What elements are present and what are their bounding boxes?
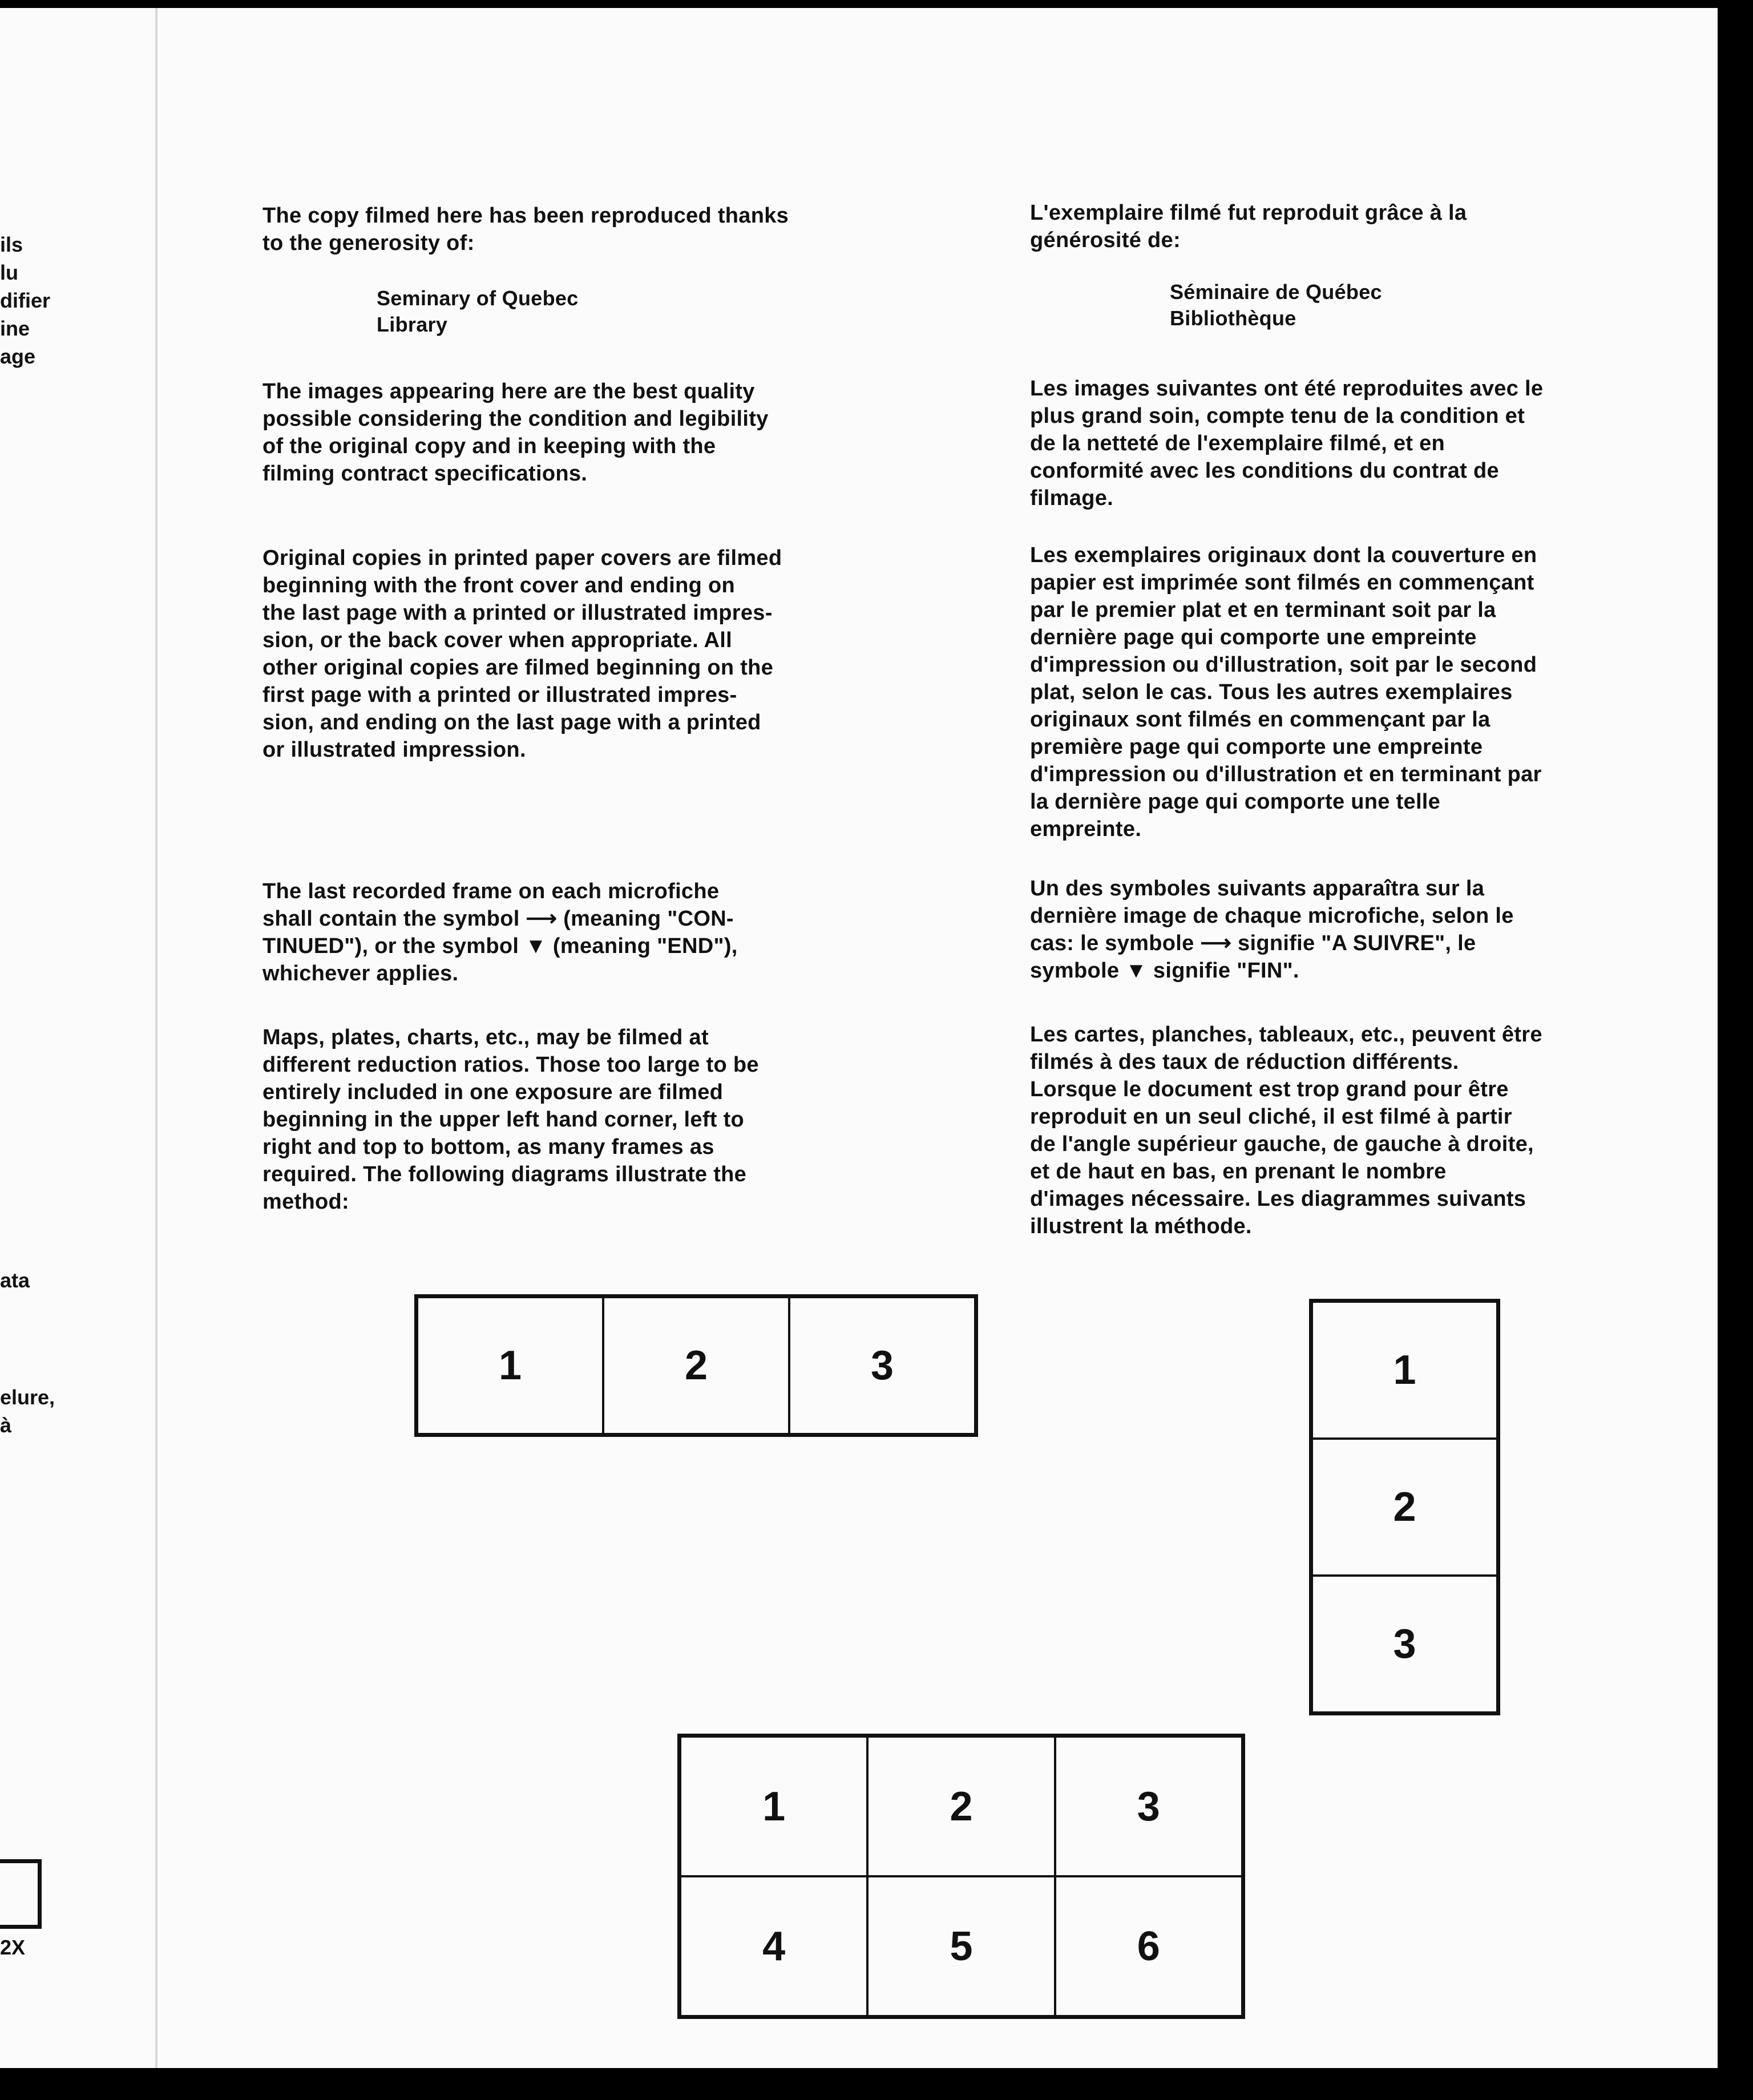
margin-line: elure, (0, 1386, 55, 1409)
english-maps: Maps, plates, charts, etc., may be filmed at different reduction ratios. Those too large to be entirely included in one exposure are filmed beginning in the upper left hand corner, left to right and top to bottom, as many frames as required. The following diagrams illustrate the method: (262, 1025, 759, 1214)
diagram-vertical (1309, 1299, 1500, 1715)
margin-line: lu (0, 261, 18, 284)
english-covers: Original copies in printed paper covers are filmed beginning with the front cover and ending on the last page with a printed or illustrated impres- sion, or the back cover when appropriate. All other original copies are filmed beginning on the first page with a printed or illustrated impres- sion, and ending on the last page with a printed or illustrated impression. (262, 546, 782, 762)
margin-line: difier (0, 289, 51, 312)
english-generosity: The copy filmed here has been reproduced thanks to the generosity of: (262, 204, 789, 255)
margin-label-2x: 2X (0, 1936, 26, 1959)
scan-border-right (1718, 0, 1753, 2100)
margin-line: age (0, 345, 36, 368)
margin-fragment-lure (0, 1383, 55, 1439)
margin-line: à (0, 1414, 12, 1437)
diagram-frame: 2 (1312, 1439, 1497, 1576)
diagram-frame: 2 (867, 1736, 1055, 1876)
french-covers: Les exemplaires originaux dont la couverture en papier est imprimée sont filmés en commençant par le premier plat et en terminant soit par la dernière page qui comporte une empreinte d'impression ou d'illustration, soit par le second plat, selon le cas. Tous les autres exemplaires originaux sont filmés en commençant par la première page qui comporte une empreinte d'impression ou d'illustration et en terminant par la dernière page qui comporte une telle empreinte. (1030, 543, 1542, 841)
diagram-frame: 4 (680, 1876, 867, 2016)
english-quality: The images appearing here are the best quality possible considering the condition and legibility of the original copy and in keeping with the filming contract specifications. (262, 379, 769, 486)
french-generosity: L'exemplaire filmé fut reproduit grâce à la générosité de: (1030, 201, 1467, 252)
diagram-frame: 2 (603, 1297, 789, 1434)
diagram-frame: 6 (1055, 1876, 1242, 2016)
margin-fragment-ata: ata (0, 1269, 30, 1292)
french-symbols: Un des symboles suivants apparaîtra sur la dernière image de chaque microfiche, selon le cas: le symbole ⟶ signifie "A SUIVRE", le symbole ▼ signifie "FIN". (1030, 877, 1514, 983)
french-maps: Les cartes, planches, tableaux, etc., peuvent être filmés à des taux de réduction différents. Lorsque le document est trop grand pour être reproduit en un seul cliché, il est filmé à partir de l'angle supérieur gauche, de gauche à droite, et de haut en bas, en prenant le nombre d'images nécessaire. Les diagrammes suivants illustrent la méthode. (1030, 1023, 1542, 1238)
page-gutter (155, 8, 157, 2068)
document-page (0, 8, 1718, 2068)
scan-border-bottom (0, 2068, 1753, 2100)
diagram-frame: 3 (1312, 1576, 1497, 1713)
margin-line: ine (0, 317, 30, 340)
diagram-horizontal (414, 1294, 978, 1437)
french-quality: Les images suivantes ont été reproduites avec le plus grand soin, compte tenu de la condition et de la netteté de l'exemplaire filmé, et en conformité avec les conditions du contrat de filmage. (1030, 377, 1544, 510)
french-credit: Séminaire de Québec Bibliothèque (1170, 280, 1382, 330)
english-credit: Seminary of Quebec Library (377, 286, 579, 336)
diagram-frame: 1 (417, 1297, 603, 1434)
diagram-frame: 5 (867, 1876, 1055, 2016)
diagram-grid (677, 1734, 1245, 2019)
diagram-frame: 1 (680, 1736, 867, 1876)
diagram-frame: 3 (789, 1297, 975, 1434)
french-column (1030, 199, 1709, 1240)
diagram-frame: 3 (1055, 1736, 1242, 1876)
margin-target-box (0, 1859, 42, 1929)
margin-fragment-top (0, 231, 50, 370)
english-symbols: The last recorded frame on each microfiche shall contain the symbol ⟶ (meaning "CON- TINUED"), or the symbol ▼ (meaning "END"), whichever applies. (262, 879, 738, 986)
diagram-frame: 1 (1312, 1302, 1497, 1439)
english-column (262, 202, 919, 1215)
margin-line: ils (0, 233, 23, 256)
